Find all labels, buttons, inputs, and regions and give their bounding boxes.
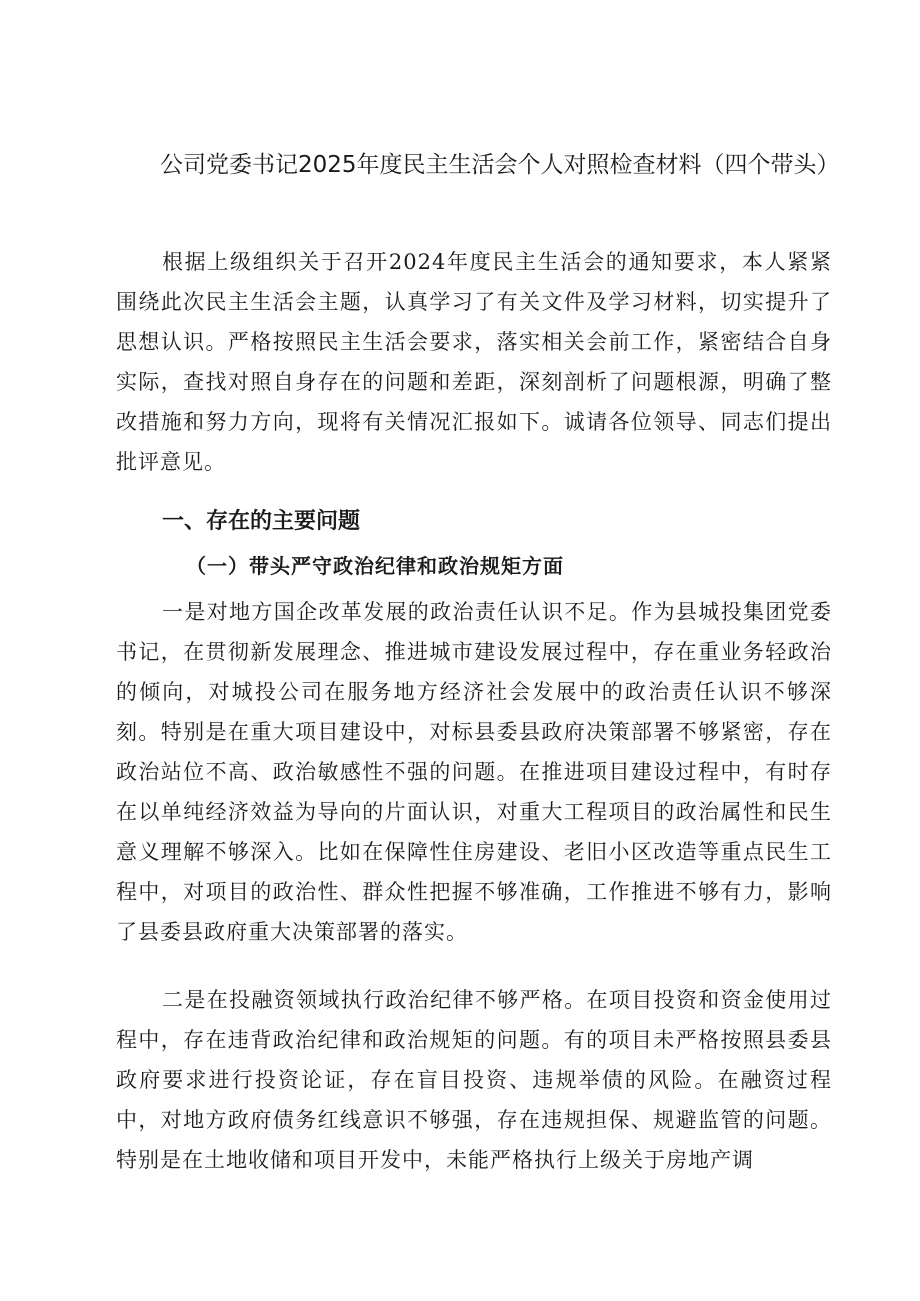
body-paragraph-1: 一是对地方国企改革发展的政治责任认识不足。作为县城投集团党委书记，在贯彻新发展理念、推进城市建设发展过程中，存在重业务轻政治的倾向，对城投公司在服务地方经济社会发展中的政治责任认识不够深刻。特别是在重大项目建设中，对标县委县政府决策部署不够紧密，存在政治站位不高、政治敏感性不强的问题。在推进项目建设过程中，有时存在以单纯经济效益为导向的片面认识，对重大工程项目的政治属性和民生意义理解不够深入。比如在保障性住房建设、老旧小区改造等重点民生工程中，对项目的政治性、群众性把握不够准确，工作推进不够有力，影响了县委县政府重大决策部署的落实。 bbox=[116, 600, 832, 944]
document-title: 公司党委书记2025年度民主生活会个人对照检查材料（四个带头） bbox=[160, 152, 840, 178]
section-heading: 一、存在的主要问题 bbox=[162, 509, 361, 534]
intro-paragraph: 根据上级组织关于召开2024年度民主生活会的通知要求，本人紧紧围绕此次民主生活会主题，认真学习了有关文件及学习材料，切实提升了思想认识。严格按照民主生活会要求，落实相关会前工作，紧密结合自身实际，查找对照自身存在的问题和差距，深刻剖析了问题根源，明确了整改措施和努力方向，现将有关情况汇报如下。诚请各位领导、同志们提出批评意见。 bbox=[116, 250, 832, 474]
body-paragraph-2: 二是在投融资领域执行政治纪律不够严格。在项目投资和资金使用过程中，存在违背政治纪律和政治规矩的问题。有的项目未严格按照县委县政府要求进行投资论证，存在盲目投资、违规举债的风险。在融资过程中，对地方政府债务红线意识不够强，存在违规担保、规避监管的问题。特别是在土地收储和项目开发中，未能严格执行上级关于房地产调 bbox=[116, 988, 832, 1172]
subsection-heading: （一）带头严守政治纪律和政治规矩方面 bbox=[186, 554, 564, 578]
